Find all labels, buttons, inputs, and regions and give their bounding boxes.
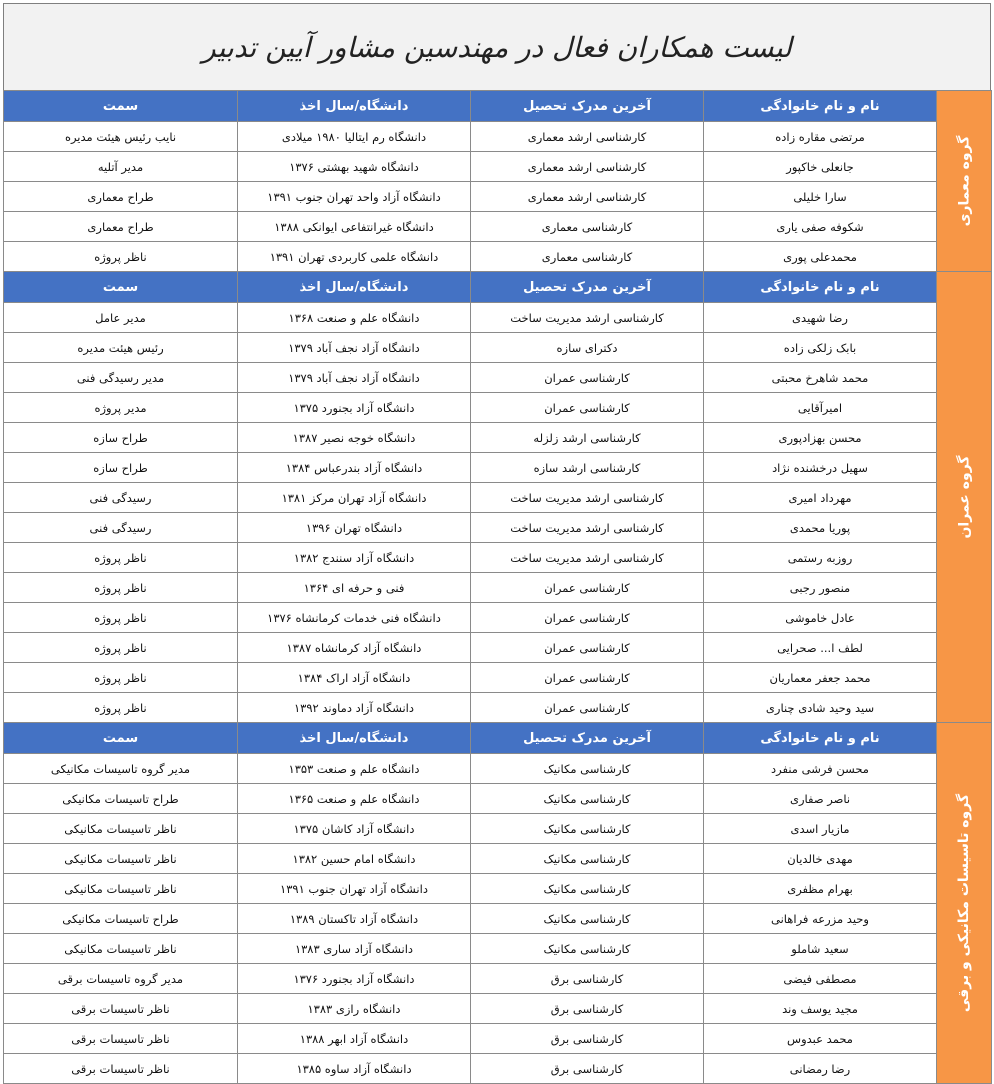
cell-university: دانشگاه آزاد ابهر ۱۳۸۸ bbox=[238, 1024, 471, 1054]
table-row bbox=[4, 212, 992, 242]
cell-degree: کارشناسی مکانیک bbox=[471, 934, 704, 964]
column-header-degree: آخرین مدرک تحصیل bbox=[471, 272, 704, 303]
cell-position: رسیدگی فنی bbox=[4, 483, 238, 513]
cell-university: دانشگاه آزاد کاشان ۱۳۷۵ bbox=[238, 814, 471, 844]
cell-name: مصطفی فیضی bbox=[704, 964, 937, 994]
cell-position: ناظر پروژه bbox=[4, 693, 238, 723]
table-row bbox=[4, 122, 992, 152]
cell-name: لطف ا... صحرایی bbox=[704, 633, 937, 663]
cell-name: رضا رمضانی bbox=[704, 1054, 937, 1084]
cell-position: طراح تاسیسات مکانیکی bbox=[4, 904, 238, 934]
cell-position: طراح معماری bbox=[4, 212, 238, 242]
cell-name: بهرام مظفری bbox=[704, 874, 937, 904]
cell-name: محمد شاهرخ محبتی bbox=[704, 363, 937, 393]
cell-university: دانشگاه آزاد دماوند ۱۳۹۲ bbox=[238, 693, 471, 723]
cell-university: دانشگاه رم ایتالیا ۱۹۸۰ میلادی bbox=[238, 122, 471, 152]
cell-university: دانشگاه رازی ۱۳۸۳ bbox=[238, 994, 471, 1024]
cell-university: فنی و حرفه ای ۱۳۶۴ bbox=[238, 573, 471, 603]
table-row bbox=[4, 483, 992, 513]
column-header-university: دانشگاه/سال اخذ bbox=[238, 91, 471, 122]
cell-position: ناظر پروژه bbox=[4, 543, 238, 573]
table-row bbox=[4, 754, 992, 784]
group-label-cell bbox=[937, 91, 992, 272]
cell-university: دانشگاه آزاد ساری ۱۳۸۳ bbox=[238, 934, 471, 964]
table-row bbox=[4, 242, 992, 272]
cell-position: ناظر پروژه bbox=[4, 573, 238, 603]
table-row bbox=[4, 603, 992, 633]
cell-degree: کارشناسی مکانیک bbox=[471, 844, 704, 874]
table-row bbox=[4, 453, 992, 483]
cell-university: دانشگاه آزاد اراک ۱۳۸۴ bbox=[238, 663, 471, 693]
cell-degree: کارشناسی ارشد مدیریت ساخت bbox=[471, 483, 704, 513]
cell-degree: کارشناسی عمران bbox=[471, 603, 704, 633]
cell-degree: کارشناسی مکانیک bbox=[471, 874, 704, 904]
cell-degree: کارشناسی ارشد سازه bbox=[471, 453, 704, 483]
cell-name: محسن فرشی منفرد bbox=[704, 754, 937, 784]
cell-name: مهرداد امیری bbox=[704, 483, 937, 513]
group-header-row bbox=[4, 272, 992, 303]
cell-name: سعید شاملو bbox=[704, 934, 937, 964]
cell-university: دانشگاه آزاد واحد تهران جنوب ۱۳۹۱ bbox=[238, 182, 471, 212]
cell-name: روزبه رستمی bbox=[704, 543, 937, 573]
table-row bbox=[4, 333, 992, 363]
cell-university: دانشگاه آزاد نجف آباد ۱۳۷۹ bbox=[238, 333, 471, 363]
group-header-row bbox=[4, 91, 992, 122]
cell-university: دانشگاه فنی خدمات کرمانشاه ۱۳۷۶ bbox=[238, 603, 471, 633]
cell-name: محمد جعفر معماریان bbox=[704, 663, 937, 693]
group-label: گروه عمران bbox=[956, 455, 973, 539]
staff-table bbox=[3, 90, 992, 1084]
cell-university: دانشگاه خوجه نصیر ۱۳۸۷ bbox=[238, 423, 471, 453]
cell-degree: کارشناسی مکانیک bbox=[471, 904, 704, 934]
cell-position: ناظر پروژه bbox=[4, 633, 238, 663]
group-label-cell bbox=[937, 272, 992, 723]
table-row bbox=[4, 393, 992, 423]
cell-university: دانشگاه آزاد ساوه ۱۳۸۵ bbox=[238, 1054, 471, 1084]
cell-position: رسیدگی فنی bbox=[4, 513, 238, 543]
cell-name: امیرآقایی bbox=[704, 393, 937, 423]
group-label: گروه تاسیسات مکانیکی و برقی bbox=[956, 793, 973, 1013]
cell-name: مرتضی مقاره زاده bbox=[704, 122, 937, 152]
cell-degree: کارشناسی برق bbox=[471, 994, 704, 1024]
cell-degree: کارشناسی معماری bbox=[471, 242, 704, 272]
page-title: لیست همکاران فعال در مهندسین مشاور آیین تدبیر bbox=[202, 30, 792, 64]
cell-university: دانشگاه علم و صنعت ۱۳۶۸ bbox=[238, 303, 471, 333]
column-header-position: سمت bbox=[4, 272, 238, 303]
cell-name: رضا شهیدی bbox=[704, 303, 937, 333]
cell-position: ناظر پروژه bbox=[4, 242, 238, 272]
table-row bbox=[4, 182, 992, 212]
cell-university: دانشگاه آزاد بجنورد ۱۳۷۵ bbox=[238, 393, 471, 423]
table-row bbox=[4, 814, 992, 844]
cell-university: دانشگاه علم و صنعت ۱۳۵۳ bbox=[238, 754, 471, 784]
table-row bbox=[4, 964, 992, 994]
cell-university: دانشگاه آزاد تاکستان ۱۳۸۹ bbox=[238, 904, 471, 934]
cell-name: شکوفه صفی یاری bbox=[704, 212, 937, 242]
cell-university: دانشگاه علمی کاربردی تهران ۱۳۹۱ bbox=[238, 242, 471, 272]
cell-university: دانشگاه آزاد بندرعباس ۱۳۸۴ bbox=[238, 453, 471, 483]
cell-university: دانشگاه آزاد تهران جنوب ۱۳۹۱ bbox=[238, 874, 471, 904]
table-row bbox=[4, 994, 992, 1024]
cell-name: محمد عبدوس bbox=[704, 1024, 937, 1054]
cell-position: ناظر پروژه bbox=[4, 663, 238, 693]
table-row bbox=[4, 784, 992, 814]
column-header-name: نام و نام خانوادگی bbox=[704, 91, 937, 122]
cell-degree: کارشناسی عمران bbox=[471, 693, 704, 723]
cell-degree: کارشناسی ارشد معماری bbox=[471, 122, 704, 152]
column-header-name: نام و نام خانوادگی bbox=[704, 723, 937, 754]
cell-position: طراح تاسیسات مکانیکی bbox=[4, 784, 238, 814]
table-row bbox=[4, 934, 992, 964]
column-header-degree: آخرین مدرک تحصیل bbox=[471, 91, 704, 122]
cell-name: سید وحید شادی چناری bbox=[704, 693, 937, 723]
table-row bbox=[4, 573, 992, 603]
cell-position: طراح معماری bbox=[4, 182, 238, 212]
cell-degree: کارشناسی ارشد مدیریت ساخت bbox=[471, 303, 704, 333]
cell-degree: کارشناسی برق bbox=[471, 1054, 704, 1084]
cell-name: محمدعلی پوری bbox=[704, 242, 937, 272]
cell-position: ناظر تاسیسات مکانیکی bbox=[4, 844, 238, 874]
table-row bbox=[4, 303, 992, 333]
cell-degree: کارشناسی عمران bbox=[471, 363, 704, 393]
table-row bbox=[4, 423, 992, 453]
cell-university: دانشگاه غیرانتفاعی ایوانکی ۱۳۸۸ bbox=[238, 212, 471, 242]
cell-degree: کارشناسی ارشد معماری bbox=[471, 152, 704, 182]
cell-name: بابک زلکی زاده bbox=[704, 333, 937, 363]
cell-position: ناظر تاسیسات مکانیکی bbox=[4, 934, 238, 964]
cell-name: مجید یوسف وند bbox=[704, 994, 937, 1024]
cell-position: ناظر تاسیسات برقی bbox=[4, 1054, 238, 1084]
cell-name: ناصر صفاری bbox=[704, 784, 937, 814]
cell-position: نایب رئیس هیئت مدیره bbox=[4, 122, 238, 152]
cell-degree: کارشناسی ارشد مدیریت ساخت bbox=[471, 543, 704, 573]
table-row bbox=[4, 1054, 992, 1084]
table-row bbox=[4, 693, 992, 723]
group-label: گروه معماری bbox=[955, 135, 972, 227]
cell-degree: کارشناسی مکانیک bbox=[471, 814, 704, 844]
group-label-cell bbox=[937, 723, 992, 1084]
cell-degree: کارشناسی ارشد زلزله bbox=[471, 423, 704, 453]
cell-degree: کارشناسی مکانیک bbox=[471, 784, 704, 814]
table-row bbox=[4, 152, 992, 182]
cell-degree: کارشناسی عمران bbox=[471, 573, 704, 603]
cell-position: ناظر پروژه bbox=[4, 603, 238, 633]
table-row bbox=[4, 874, 992, 904]
cell-position: طراح سازه bbox=[4, 453, 238, 483]
cell-degree: کارشناسی عمران bbox=[471, 663, 704, 693]
cell-degree: کارشناسی ارشد مدیریت ساخت bbox=[471, 513, 704, 543]
cell-university: دانشگاه آزاد نجف آباد ۱۳۷۹ bbox=[238, 363, 471, 393]
cell-university: دانشگاه تهران ۱۳۹۶ bbox=[238, 513, 471, 543]
cell-name: مهدی خالدیان bbox=[704, 844, 937, 874]
cell-degree: کارشناسی برق bbox=[471, 1024, 704, 1054]
cell-name: جانعلی خاکپور bbox=[704, 152, 937, 182]
cell-degree: کارشناسی عمران bbox=[471, 633, 704, 663]
group-header-row bbox=[4, 723, 992, 754]
cell-university: دانشگاه آزاد بجنورد ۱۳۷۶ bbox=[238, 964, 471, 994]
cell-name: وحید مزرعه فراهانی bbox=[704, 904, 937, 934]
cell-position: مدیر آتلیه bbox=[4, 152, 238, 182]
cell-position: ناظر تاسیسات مکانیکی bbox=[4, 874, 238, 904]
column-header-university: دانشگاه/سال اخذ bbox=[238, 272, 471, 303]
column-header-degree: آخرین مدرک تحصیل bbox=[471, 723, 704, 754]
cell-position: ناظر تاسیسات برقی bbox=[4, 994, 238, 1024]
cell-position: مدیر رسیدگی فنی bbox=[4, 363, 238, 393]
cell-degree: کارشناسی مکانیک bbox=[471, 754, 704, 784]
cell-position: مدیر گروه تاسیسات برقی bbox=[4, 964, 238, 994]
column-header-name: نام و نام خانوادگی bbox=[704, 272, 937, 303]
cell-position: مدیر پروژه bbox=[4, 393, 238, 423]
column-header-position: سمت bbox=[4, 723, 238, 754]
cell-degree: کارشناسی ارشد معماری bbox=[471, 182, 704, 212]
title-box bbox=[3, 3, 991, 91]
column-header-university: دانشگاه/سال اخذ bbox=[238, 723, 471, 754]
cell-position: رئیس هیئت مدیره bbox=[4, 333, 238, 363]
cell-university: دانشگاه آزاد سنندج ۱۳۸۲ bbox=[238, 543, 471, 573]
cell-position: طراح سازه bbox=[4, 423, 238, 453]
cell-degree: دکترای سازه bbox=[471, 333, 704, 363]
cell-name: مازیار اسدی bbox=[704, 814, 937, 844]
table-row bbox=[4, 904, 992, 934]
table-row bbox=[4, 363, 992, 393]
cell-university: دانشگاه شهید بهشتی ۱۳۷۶ bbox=[238, 152, 471, 182]
cell-position: ناظر تاسیسات برقی bbox=[4, 1024, 238, 1054]
table-row bbox=[4, 844, 992, 874]
cell-degree: کارشناسی معماری bbox=[471, 212, 704, 242]
cell-position: مدیر گروه تاسیسات مکانیکی bbox=[4, 754, 238, 784]
cell-name: محسن بهزادپوری bbox=[704, 423, 937, 453]
cell-name: عادل خاموشی bbox=[704, 603, 937, 633]
cell-university: دانشگاه آزاد کرمانشاه ۱۳۸۷ bbox=[238, 633, 471, 663]
cell-university: دانشگاه امام حسین ۱۳۸۲ bbox=[238, 844, 471, 874]
cell-name: پوریا محمدی bbox=[704, 513, 937, 543]
column-header-position: سمت bbox=[4, 91, 238, 122]
table-row bbox=[4, 633, 992, 663]
cell-position: مدیر عامل bbox=[4, 303, 238, 333]
cell-university: دانشگاه آزاد تهران مرکز ۱۳۸۱ bbox=[238, 483, 471, 513]
table-row bbox=[4, 1024, 992, 1054]
table-row bbox=[4, 513, 992, 543]
cell-degree: کارشناسی عمران bbox=[471, 393, 704, 423]
cell-position: ناظر تاسیسات مکانیکی bbox=[4, 814, 238, 844]
cell-name: سهیل درخشنده نژاد bbox=[704, 453, 937, 483]
table-row bbox=[4, 663, 992, 693]
cell-name: سارا خلیلی bbox=[704, 182, 937, 212]
cell-degree: کارشناسی برق bbox=[471, 964, 704, 994]
cell-name: منصور رجبی bbox=[704, 573, 937, 603]
cell-university: دانشگاه علم و صنعت ۱۳۶۵ bbox=[238, 784, 471, 814]
table-row bbox=[4, 543, 992, 573]
